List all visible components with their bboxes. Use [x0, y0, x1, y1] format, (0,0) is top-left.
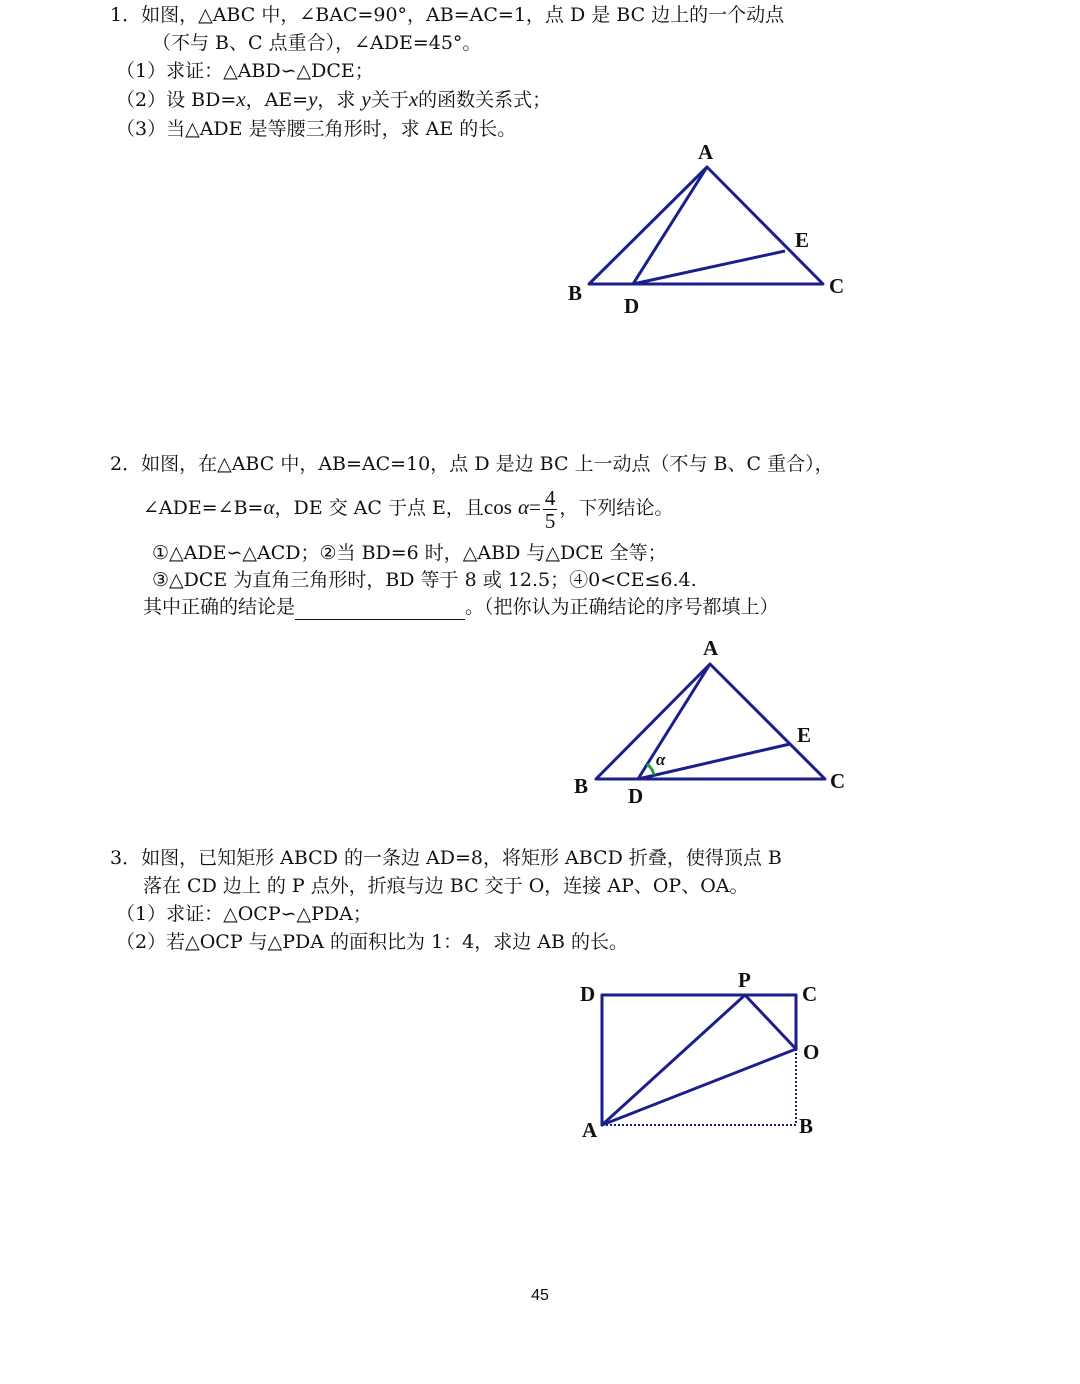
- label-e: E: [795, 228, 810, 252]
- problem3-figure: [570, 965, 840, 1150]
- label-d: D: [628, 784, 644, 808]
- problem2-line5: [143, 594, 779, 620]
- problem1-figure: [560, 135, 860, 325]
- segment-ad: [633, 167, 707, 284]
- segment-ap: [602, 995, 745, 1125]
- segment-de: [633, 251, 785, 284]
- segment-ao: [602, 1049, 796, 1125]
- alpha-symbol: α: [263, 495, 275, 519]
- page-number: 45: [531, 1287, 549, 1304]
- label-c: C: [829, 274, 845, 298]
- label-a: A: [582, 1118, 598, 1142]
- problem2-figure: [560, 632, 860, 822]
- alpha-symbol: α: [517, 495, 529, 519]
- problem1-part2-text-d: 关于: [370, 89, 409, 111]
- triangle-abc: [589, 167, 823, 284]
- label-c: C: [802, 982, 818, 1006]
- problem2-line1: 2．如图，在△ABC 中，AB=AC=10，点 D 是边 BC 上一动点（不与 B、C 重合），: [110, 453, 834, 475]
- problem1-part3: （3）当△ADE 是等腰三角形时，求 AE 的长。: [116, 118, 517, 140]
- label-a: A: [698, 140, 714, 164]
- problem1-line1: 1．如图，△ABC 中，∠BAC=90°，AB=AC=1，点 D 是 BC 边上的一个动点: [110, 4, 785, 26]
- problem2-line2-text-b: ，DE 交 AC 于点 E，且: [274, 497, 484, 519]
- label-a: A: [703, 636, 719, 660]
- cos-function: cos: [483, 495, 512, 519]
- problem1-part2-text-e: 的函数关系式；: [418, 89, 552, 111]
- label-b: B: [799, 1114, 814, 1138]
- problem3-line2: 落在 CD 边上 的 P 点外，折痕与边 BC 交于 O，连接 AP、OP、OA。: [143, 875, 749, 897]
- problem1-part1: （1）求证：△ABD∽△DCE；: [116, 60, 374, 82]
- problem2-line4: ③△DCE 为直角三角形时，BD 等于 8 或 12.5；④0<CE≤6.4.: [152, 569, 697, 591]
- label-d: D: [580, 982, 596, 1006]
- problem2-line3: ①△ADE∽△ACD；②当 BD=6 时，△ABD 与△DCE 全等；: [152, 542, 667, 564]
- var-x: x: [236, 87, 246, 111]
- fraction-numerator: 4: [544, 485, 556, 510]
- equals-sign: =: [528, 495, 541, 519]
- problem1-line2: （不与 B、C 点重合），∠ADE=45°。: [152, 32, 482, 54]
- angle-alpha-arc: [647, 764, 654, 775]
- problem3-line1: 3．如图，已知矩形 ABCD 的一条边 AD=8，将矩形 ABCD 折叠，使得顶点 B: [110, 847, 782, 869]
- problem2-line5-text-a: 其中正确的结论是: [143, 596, 296, 618]
- label-o: O: [803, 1040, 820, 1064]
- var-x: x: [408, 87, 419, 111]
- label-e: E: [797, 723, 812, 747]
- problem1-part2: [116, 86, 551, 113]
- problem2-line2-text-c: ，下列结论。: [559, 497, 674, 519]
- problem1-part2-text-b: ，AE=: [245, 89, 309, 111]
- fraction-four-fifths: [543, 487, 558, 532]
- problem1-part2-text-a: （2）设 BD=: [116, 89, 237, 111]
- problem3-part1: （1）求证：△OCP∽△PDA；: [116, 903, 372, 925]
- label-b: B: [568, 281, 583, 305]
- label-d: D: [624, 294, 640, 318]
- problem1-part2-text-c: ，求: [317, 89, 356, 111]
- problem2-line2-text-a: ∠ADE=∠B=: [143, 497, 264, 519]
- var-y: y: [308, 87, 318, 111]
- segment-ad: [638, 664, 710, 779]
- var-y: y: [361, 87, 371, 111]
- angle-alpha-label: α: [656, 750, 666, 769]
- label-c: C: [830, 769, 846, 793]
- segment-po: [745, 995, 796, 1049]
- problem3-part2: （2）若△OCP 与△PDA 的面积比为 1：4，求边 AB 的长。: [116, 931, 629, 953]
- problem2-line5-text-b: 。（把你认为正确结论的序号都填上）: [465, 596, 779, 618]
- label-b: B: [574, 774, 589, 798]
- problem2-line2: [143, 481, 673, 534]
- fraction-denominator: 5: [544, 508, 556, 533]
- answer-blank[interactable]: [295, 601, 465, 620]
- label-p: P: [738, 968, 751, 992]
